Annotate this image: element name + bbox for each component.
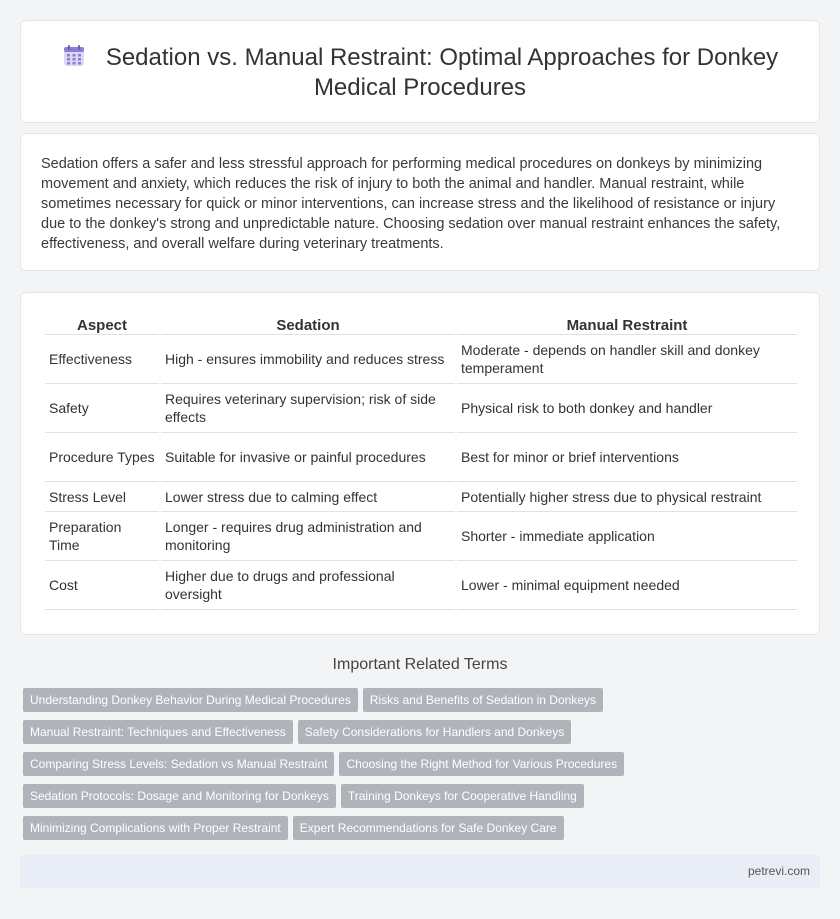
- cell-sedation: Longer - requires drug administration and monitoring: [161, 512, 455, 561]
- cell-manual-restraint: Shorter - immediate application: [457, 512, 797, 561]
- cell-aspect: Cost: [45, 561, 159, 610]
- cell-sedation: Higher due to drugs and professional oversight: [161, 561, 455, 610]
- table-row: [45, 512, 797, 561]
- header-sedation: Sedation: [161, 313, 455, 335]
- cell-manual-restraint: Potentially higher stress due to physical restraint: [457, 482, 797, 512]
- related-term-tag[interactable]: Risks and Benefits of Sedation in Donkeys: [363, 688, 603, 712]
- cell-aspect: Procedure Types: [45, 433, 159, 482]
- cell-manual-restraint: Lower - minimal equipment needed: [457, 561, 797, 610]
- table-row: [45, 433, 797, 482]
- related-term-tag[interactable]: Choosing the Right Method for Various Procedures: [339, 752, 624, 776]
- title-card: [20, 20, 820, 123]
- related-term-tag[interactable]: Understanding Donkey Behavior During Medical Procedures: [23, 688, 358, 712]
- header-aspect: Aspect: [45, 313, 159, 335]
- page-title-text: Sedation vs. Manual Restraint: Optimal Approaches for Donkey Medical Procedures: [105, 44, 779, 101]
- cell-sedation: Lower stress due to calming effect: [161, 482, 455, 512]
- table-header-row: [45, 313, 797, 335]
- cell-sedation: Suitable for invasive or painful procedures: [161, 433, 455, 482]
- footer-site-link[interactable]: petrevi.com: [747, 864, 810, 878]
- related-term-tag[interactable]: Minimizing Complications with Proper Restraint: [23, 816, 288, 840]
- table-row: [45, 482, 797, 512]
- cell-aspect: Stress Level: [45, 482, 159, 512]
- header-manual-restraint: Manual Restraint: [457, 313, 797, 335]
- table-row: [45, 561, 797, 610]
- cell-aspect: Effectiveness: [45, 335, 159, 384]
- related-terms-list: [23, 688, 823, 848]
- comparison-table: [43, 313, 799, 610]
- cell-aspect: Preparation Time: [45, 512, 159, 561]
- calendar-icon: [62, 44, 86, 68]
- related-term-tag[interactable]: Manual Restraint: Techniques and Effectiveness: [23, 720, 293, 744]
- footer: [20, 855, 820, 888]
- related-term-tag[interactable]: Comparing Stress Levels: Sedation vs Manual Restraint: [23, 752, 334, 776]
- intro-card: [20, 133, 820, 271]
- cell-aspect: Safety: [45, 384, 159, 433]
- intro-paragraph: Sedation offers a safer and less stressful approach for performing medical procedures on donkeys by minimizing movement and anxiety, which reduces the risk of injury to both the animal and handler. Manual restraint, while sometimes necessary for quick or minor interventions, can increase stress and the likelihood of resistance or injury due to the donkey's strong and unpredictable nature. Choosing sedation over manual restraint enhances the safety, effectiveness, and overall welfare during veterinary treatments.: [41, 156, 781, 252]
- related-term-tag[interactable]: Training Donkeys for Cooperative Handling: [341, 784, 584, 808]
- cell-manual-restraint: Best for minor or brief interventions: [457, 433, 797, 482]
- cell-manual-restraint: Moderate - depends on handler skill and donkey temperament: [457, 335, 797, 384]
- table-row: [45, 335, 797, 384]
- cell-manual-restraint: Physical risk to both donkey and handler: [457, 384, 797, 433]
- related-term-tag[interactable]: Expert Recommendations for Safe Donkey Care: [293, 816, 564, 840]
- cell-sedation: High - ensures immobility and reduces stress: [161, 335, 455, 384]
- table-row: [45, 384, 797, 433]
- page-title: [21, 43, 819, 103]
- related-term-tag[interactable]: Safety Considerations for Handlers and Donkeys: [298, 720, 571, 744]
- related-term-tag[interactable]: Sedation Protocols: Dosage and Monitoring for Donkeys: [23, 784, 336, 808]
- related-terms-title: Important Related Terms: [332, 656, 508, 673]
- comparison-card: [20, 292, 820, 635]
- cell-sedation: Requires veterinary supervision; risk of side effects: [161, 384, 455, 433]
